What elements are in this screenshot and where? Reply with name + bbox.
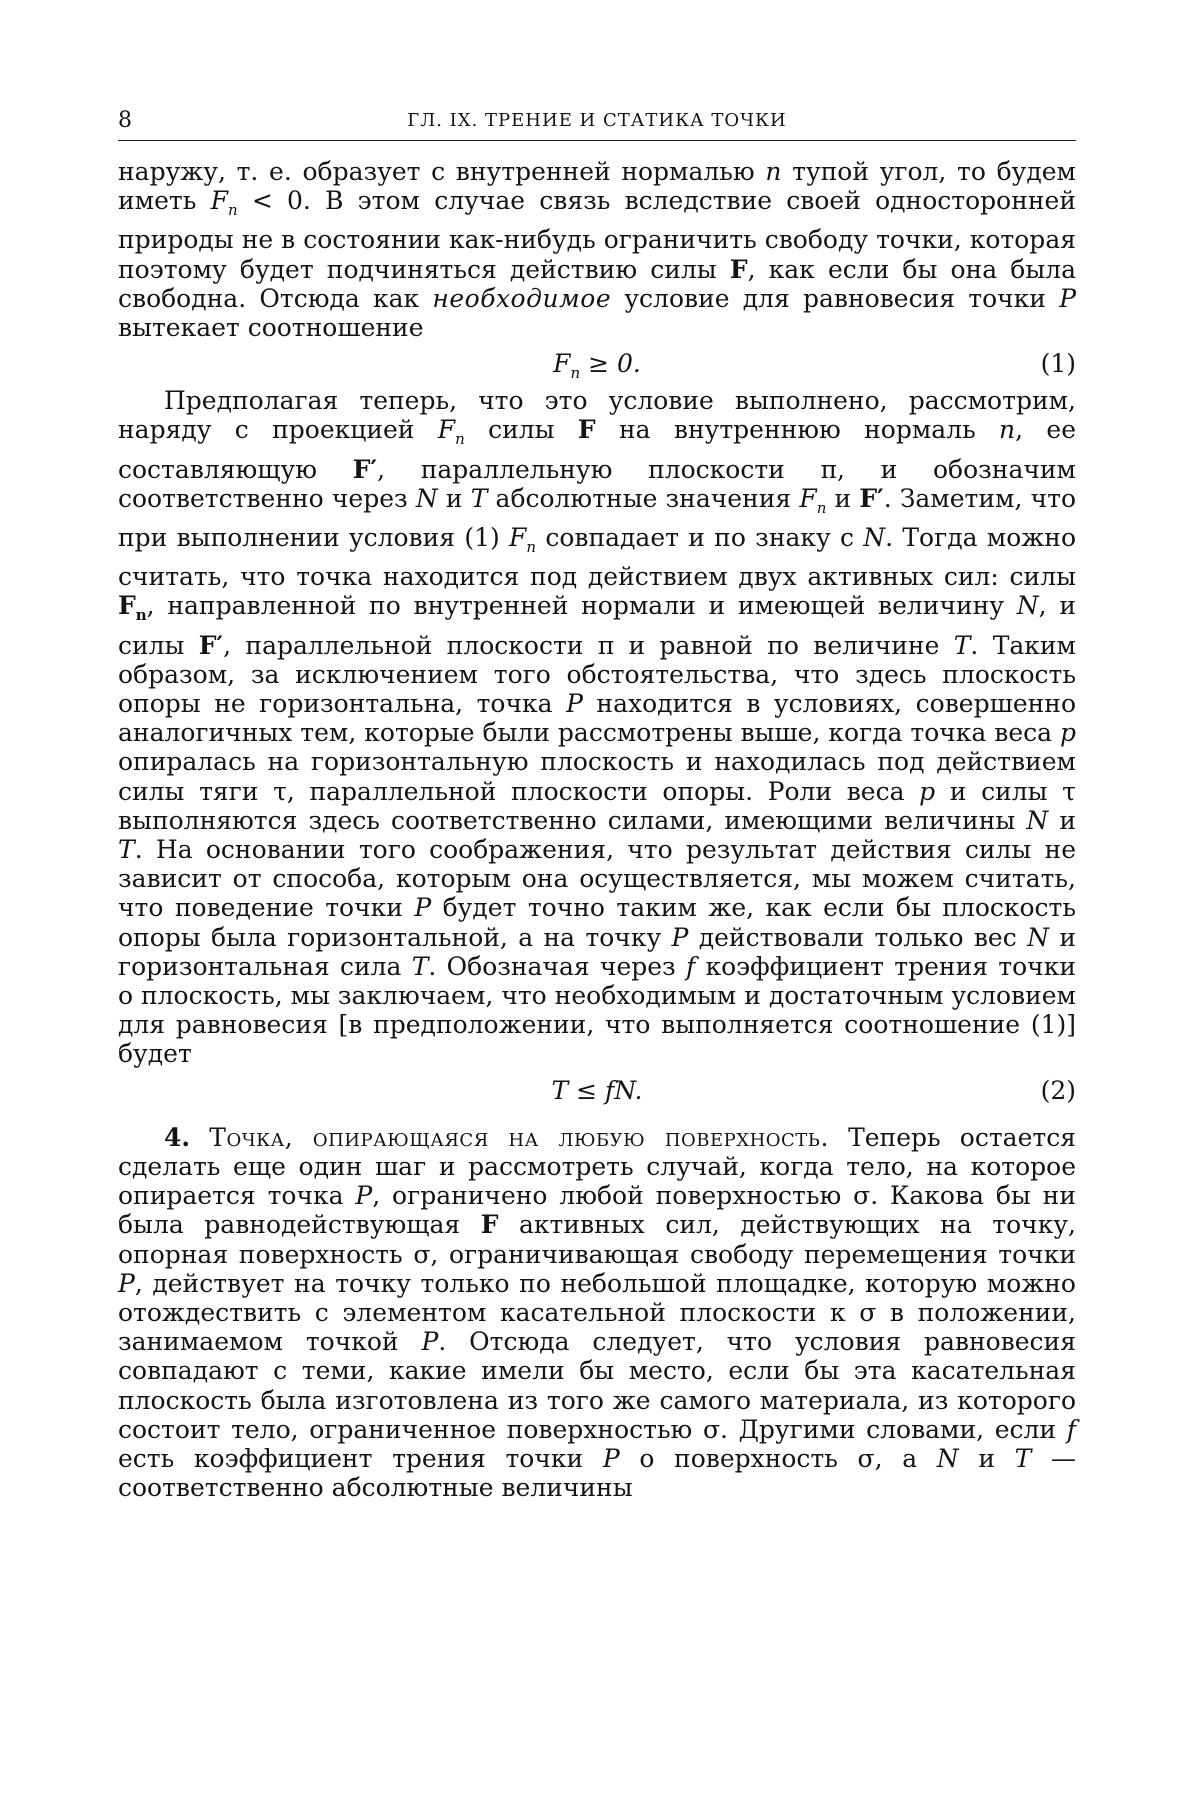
formula-2-number: (2) bbox=[1040, 1075, 1076, 1105]
page-body bbox=[118, 157, 1076, 1502]
emphasis-word: необходимое bbox=[432, 283, 612, 313]
paragraph-2: Предполагая теперь, что это условие выполнено, рассмотрим, наряду с проекцией $F_n$ силы F на внутреннюю нормаль n, ее составляющую F′, параллельную плоскости π, и обозначим соответственно через N и T абсолютные значения $F_n$ и F′. Заметим, что при выполнении условия (1) $F_n$ совпадает и по знаку с N. Тогда можно считать, что точка находится под действием двух активных сил: силы $F_n$, направленной по внутренней нормали и имеющей величину N, и силы F′, параллельной плоскости π и равной по величине T. Таким образом, за исключением того обстоятельства, что здесь плоскость опоры не горизонтальна, точка P находится в условиях, совершенно аналогичных тем, которые были рассмотрены выше, когда точка веса p опиралась на горизонтальную плоскость и находилась под действием силы тяги τ, параллельной плоскости опоры. Роли веса p и силы τ выполняются здесь соответственно силами, имеющими величины N и T. На основании того соображения, что результат действия силы не зависит от способа, которым она осуществляется, мы можем считать, что поведение точки P будет точно таким же, как если бы плоскость опоры была горизонтальной, а на точку P действовали только вес N и горизонтальная сила T. Обозначая через f коэффициент трения точки о плоскость, мы заключаем, что необходимым и достаточным условием для равновесия [в предположении, что выполняется соотношение (1)] будет bbox=[118, 386, 1077, 1069]
formula-1-expression: $F_n \ge 0$. bbox=[553, 349, 641, 383]
paragraph-1: наружу, т. е. образует с внутренней нормалью n тупой угол, то будем иметь $F_n < 0$. В этом случае связь вследствие своей односторонней природы не в состоянии как-нибудь ограничить свободу точки, которая поэтому будет подчиняться действию силы F, как если бы она была свободна. Отсюда как необходимое условие для равновесия точки P вытекает соотношение bbox=[118, 157, 1077, 343]
page-number: 8 bbox=[118, 108, 132, 133]
section-heading: Точка, опирающаяся на любую поверхность. bbox=[209, 1122, 829, 1152]
formula-2 bbox=[118, 1069, 1076, 1113]
paragraph-3: 4. Точка, опирающаяся на любую поверхность. Теперь остается сделать еще один шаг и рассмотреть случай, когда тело, на которое опирается точка P, ограничено любой поверхностью σ. Какова бы ни была равнодействующая F активных сил, действующих на точку, опорная поверхность σ, ограничивающая свободу перемещения точки P, действует на точку только по небольшой площадке, которую можно отождествить с элементом касательной плоскости к σ в положении, занимаемом точкой P. Отсюда следует, что условия равновесия совпадают с теми, какие имели бы место, если бы эта касательная плоскость была изготовлена из того же самого материала, из которого состоит тело, ограниченное поверхностью σ. Другими словами, если f есть коэффициент трения точки P о поверхность σ, а N и T — соответственно абсолютные величины bbox=[118, 1122, 1077, 1503]
formula-1-number: (1) bbox=[1040, 349, 1076, 379]
running-title: ГЛ. IX. ТРЕНИЕ И СТАТИКА ТОЧКИ bbox=[407, 110, 787, 131]
document-page bbox=[118, 100, 1076, 1502]
formula-2-expression: T ≤ fN. bbox=[551, 1075, 643, 1105]
page-header bbox=[118, 100, 1076, 141]
section-number: 4. bbox=[164, 1122, 191, 1152]
formula-1 bbox=[118, 342, 1076, 386]
